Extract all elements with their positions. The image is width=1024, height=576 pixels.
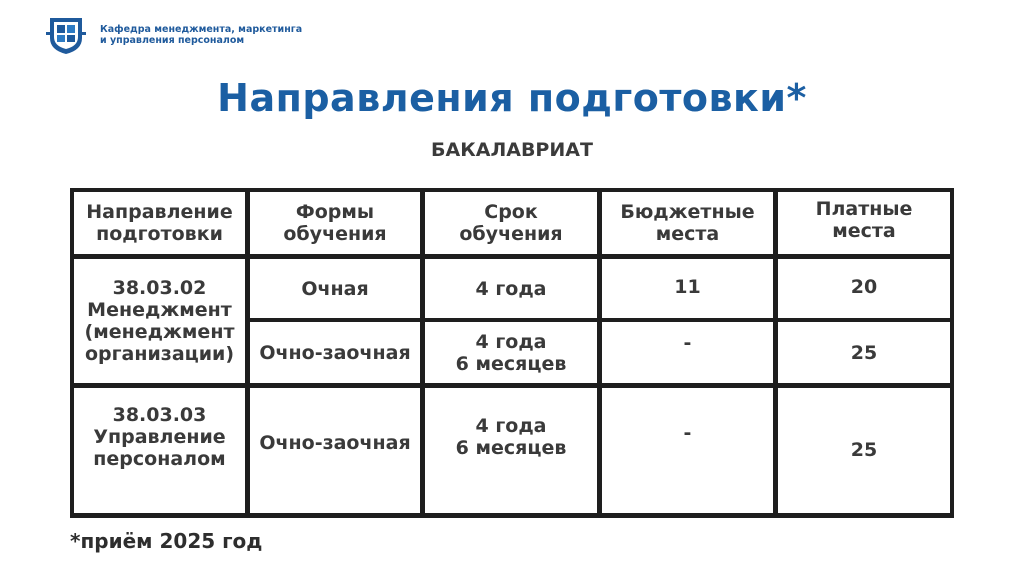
- program1-row1-budget-text: 11: [674, 276, 701, 298]
- department-name-line1: Кафедра менеджмента, маркетинга: [100, 24, 303, 35]
- header-budget: [602, 192, 773, 254]
- program1-row1-term: [425, 259, 597, 318]
- department-name: [100, 24, 302, 46]
- program1-row2-paid-text: 25: [850, 341, 878, 364]
- program1-name: [74, 259, 245, 383]
- header-term-line1: Срок: [484, 201, 538, 223]
- program1-row2-term-line1: 4 года: [475, 330, 547, 353]
- program1-row2-form: [250, 322, 420, 383]
- program1-code: 38.03.02: [112, 277, 207, 299]
- header-paid-line1: Платные: [815, 198, 913, 220]
- header-term-line2: обучения: [459, 223, 563, 245]
- header-paid-line2: места: [832, 220, 896, 242]
- program2-row1-paid: [778, 388, 950, 513]
- footnote: *приём 2025 год: [70, 529, 263, 553]
- program1-row1-paid: [778, 259, 950, 318]
- department-name-line2: и управления персоналом: [100, 35, 245, 46]
- program1-row1-form: [250, 259, 420, 318]
- program1-name-line2: (менеджмент: [84, 321, 235, 343]
- program2-name-line1: Управление: [93, 426, 226, 448]
- program1-row2-form-text: Очно-заочная: [259, 341, 411, 364]
- program2-row1-budget: [602, 388, 773, 513]
- header-budget-line2: места: [655, 223, 720, 245]
- header-forms: [250, 192, 420, 254]
- program2-row1-form-text: Очно-заочная: [259, 432, 411, 454]
- program2-name-line2: персоналом: [93, 448, 226, 470]
- brand-block: [46, 14, 302, 56]
- program1-row2-term-line2: 6 месяцев: [455, 352, 567, 375]
- program1-row1-budget: [602, 259, 773, 318]
- program1-row2-term: [425, 322, 597, 383]
- program1-name-line3: организации): [84, 343, 235, 365]
- header-direction-line2: подготовки: [96, 223, 223, 245]
- program2-row1-form: [250, 388, 420, 513]
- program2-row1-term-line1: 4 года: [475, 415, 547, 437]
- program1-row1-term-text: 4 года: [475, 277, 547, 300]
- program2-name: [74, 388, 245, 513]
- program2-code: 38.03.03: [112, 404, 207, 426]
- header-paid: [778, 192, 950, 254]
- program1-row1-form-text: Очная: [301, 277, 369, 300]
- program1-row2-budget: [602, 322, 773, 383]
- program2-row1-budget-text: -: [683, 422, 692, 444]
- page-title: Направления подготовки*: [217, 76, 807, 120]
- header-term: [425, 192, 597, 254]
- program1-row2-budget-text: -: [683, 332, 692, 354]
- program2-row1-term: [425, 388, 597, 513]
- programs-table: [70, 188, 954, 518]
- program2-row1-paid-text: 25: [850, 439, 878, 461]
- program2-row1-term-line2: 6 месяцев: [455, 437, 567, 459]
- university-crest-icon: [46, 14, 86, 56]
- header-direction-line1: Направление: [86, 201, 233, 223]
- page-subtitle: БАКАЛАВРИАТ: [431, 139, 593, 161]
- program1-row1-paid-text: 20: [850, 276, 878, 298]
- program1-row2-paid: [778, 322, 950, 383]
- header-forms-line1: Формы: [295, 201, 375, 223]
- header-budget-line1: Бюджетные: [620, 201, 755, 223]
- header-direction: [74, 192, 245, 254]
- program1-name-line1: Менеджмент: [87, 299, 232, 321]
- header-forms-line2: обучения: [283, 223, 387, 245]
